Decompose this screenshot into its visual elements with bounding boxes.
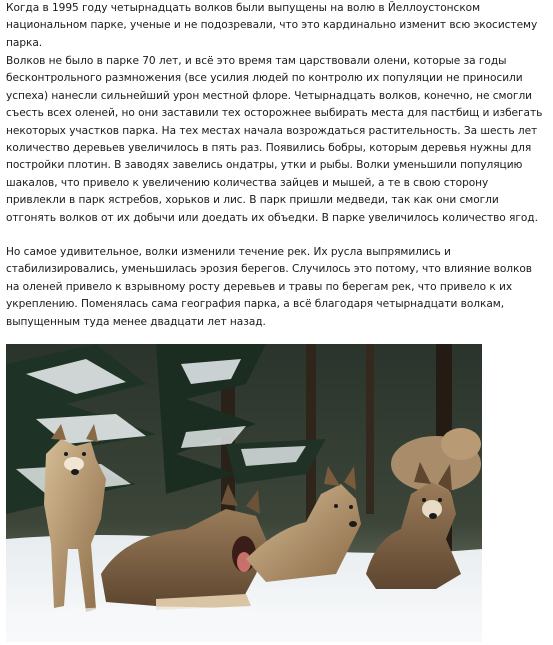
paragraph-rivers: Но самое удивительное, волки изменили течение рек. Их русла выпрямились и стабилизировались, уменьшилась эрозия берегов. Случилось это потому, что влияние волков на оленей привело к взрывному росту деревьев и травы по берегам рек, что привело к их укреплению. Поменялась сама география парка, а всё благодаря четырнадцати волкам, выпущенным туда менее двадцати лет назад. (6, 246, 532, 328)
paragraph-intro: Когда в 1995 году четырнадцать волков были выпущены на волю в Йеллоустонском национальном парке, ученые и не подозревали, что это кардинально изменит всю экосистему парка. (6, 2, 538, 49)
paragraph-ecosystem: Волков не было в парке 70 лет, и всё это время там царствовали олени, которые за годы бесконтрольного размножения (все усилия людей по контролю их популяции не приносили успеха) нанесли сильнейший урон местной флоре. Четырнадцать волков, конечно, не смогли съесть всех оленей, но они заставили тех осторожнее выбирать места для пастбищ и избегать некоторых участков парка. На тех местах начала возрождаться растительность. За шесть лет количество деревьев увеличилось в пять раз. Появились бобры, которым деревья нужны для постройки плотин. В заводях завелись ондатры, утки и рыбы. Волки уменьшили популяцию шакалов, что привело к увеличению количества зайцев и мышей, а те в свою сторону привлекли в парк ястребов, хорьков и лис. В парк пришли медведи, так как они смогли отгонять волков от их добычи или доедать их объедки. В парке увеличилось количество ягод. (6, 55, 543, 224)
wolves-photo (6, 344, 482, 642)
